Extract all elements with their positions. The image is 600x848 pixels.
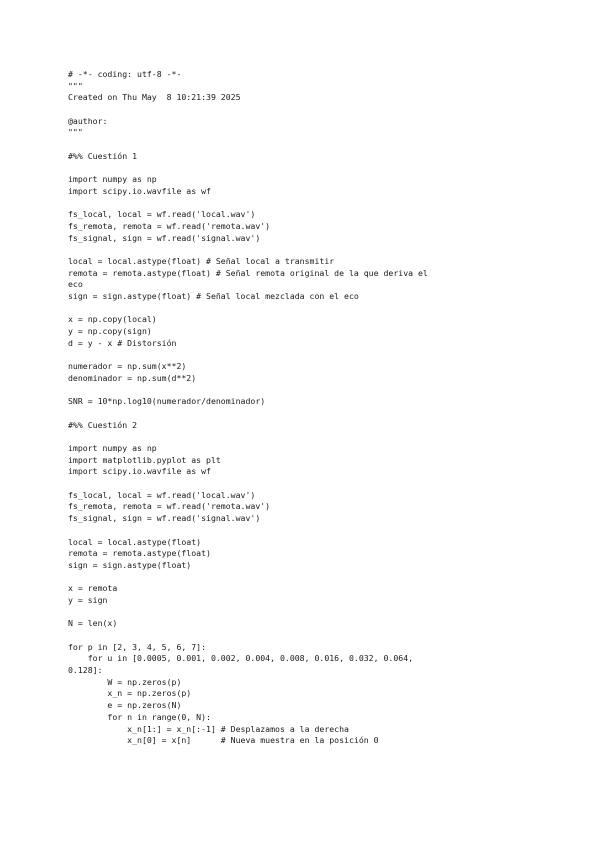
- code-line: import numpy as np: [68, 174, 157, 185]
- code-line: denominador = np.sum(d**2): [68, 372, 197, 383]
- code-line: remota = remota.astype(float): [68, 548, 211, 559]
- code-line: [68, 431, 528, 443]
- code-line: fs_remota, remota = wf.read('remota.wav'): [68, 220, 271, 231]
- code-line: """: [68, 80, 83, 91]
- code-line: [68, 163, 528, 175]
- code-line: [68, 607, 528, 619]
- code-line: import matplotlib.pyplot as plt: [68, 454, 221, 465]
- code-line: [68, 408, 528, 420]
- code-line: [68, 139, 528, 151]
- code-line: sign = sign.astype(float) # Señal local mezclada con el eco: [68, 291, 359, 302]
- code-line: local = local.astype(float) # Señal local a transmitir: [68, 256, 335, 266]
- code-line: """: [68, 127, 83, 138]
- code-line: [68, 104, 528, 116]
- code-line: remota = remota.astype(float) # Señal remota original de la que deriva el: [68, 267, 428, 278]
- code-line: import scipy.io.wavfile as wf: [68, 466, 211, 477]
- code-line: e = np.zeros(N): [68, 700, 182, 711]
- code-line: fs_local, local = wf.read('local.wav'): [68, 489, 256, 500]
- code-line: x_n = np.zeros(p): [68, 688, 192, 699]
- code-line: @author:: [68, 115, 108, 126]
- code-line: local = local.astype(float): [68, 536, 202, 547]
- code-line: sign = sign.astype(float): [68, 559, 192, 570]
- code-line: [68, 478, 528, 490]
- code-line: N = len(x): [68, 618, 118, 629]
- code-line: x_n[0] = x[n] # Nueva muestra en la posición 0: [68, 735, 379, 746]
- code-line: x = np.copy(local): [68, 314, 157, 325]
- code-line: for n in range(0, N):: [68, 711, 211, 722]
- code-line: [68, 630, 528, 642]
- code-line: [68, 244, 528, 256]
- code-line: [68, 303, 528, 315]
- code-line: #%% Cuestión 1: [68, 150, 138, 161]
- code-line: for p in [2, 3, 4, 5, 6, 7]:: [68, 641, 207, 652]
- code-line: fs_signal, sign = wf.read('signal.wav'): [68, 513, 261, 524]
- code-line: [68, 525, 528, 537]
- code-line: # -*- coding: utf-8 -*-: [68, 69, 182, 79]
- code-line: fs_signal, sign = wf.read('signal.wav'): [68, 232, 261, 243]
- code-line: y = sign: [68, 594, 108, 605]
- code-line: fs_local, local = wf.read('local.wav'): [68, 209, 256, 220]
- code-line: Created on Thu May 8 10:21:39 2025: [68, 92, 241, 103]
- code-line: import scipy.io.wavfile as wf: [68, 185, 211, 196]
- code-line: x_n[1:] = x_n[:-1] # Desplazamos a la derecha: [68, 723, 349, 734]
- code-line: W = np.zeros(p): [68, 676, 182, 687]
- code-line: eco: [68, 279, 83, 290]
- code-line: [68, 198, 528, 210]
- code-line: d = y - x # Distorsión: [68, 337, 177, 348]
- code-line: for u in [0.0005, 0.001, 0.002, 0.004, 0.008, 0.016, 0.032, 0.064,: [68, 653, 414, 664]
- code-line: fs_remota, remota = wf.read('remota.wav'): [68, 501, 271, 512]
- code-line: [68, 350, 528, 362]
- code-line: #%% Cuestión 2: [68, 419, 138, 430]
- code-line: [68, 385, 528, 397]
- code-line: import numpy as np: [68, 443, 157, 453]
- code-line: SNR = 10*np.log10(numerador/denominador): [68, 396, 266, 407]
- code-line: y = np.copy(sign): [68, 326, 152, 337]
- code-line: 0.128]:: [68, 665, 103, 676]
- code-line: numerador = np.sum(x**2): [68, 361, 187, 372]
- code-line: [68, 572, 528, 584]
- code-listing: [68, 69, 528, 747]
- code-line: x = remota: [68, 583, 118, 594]
